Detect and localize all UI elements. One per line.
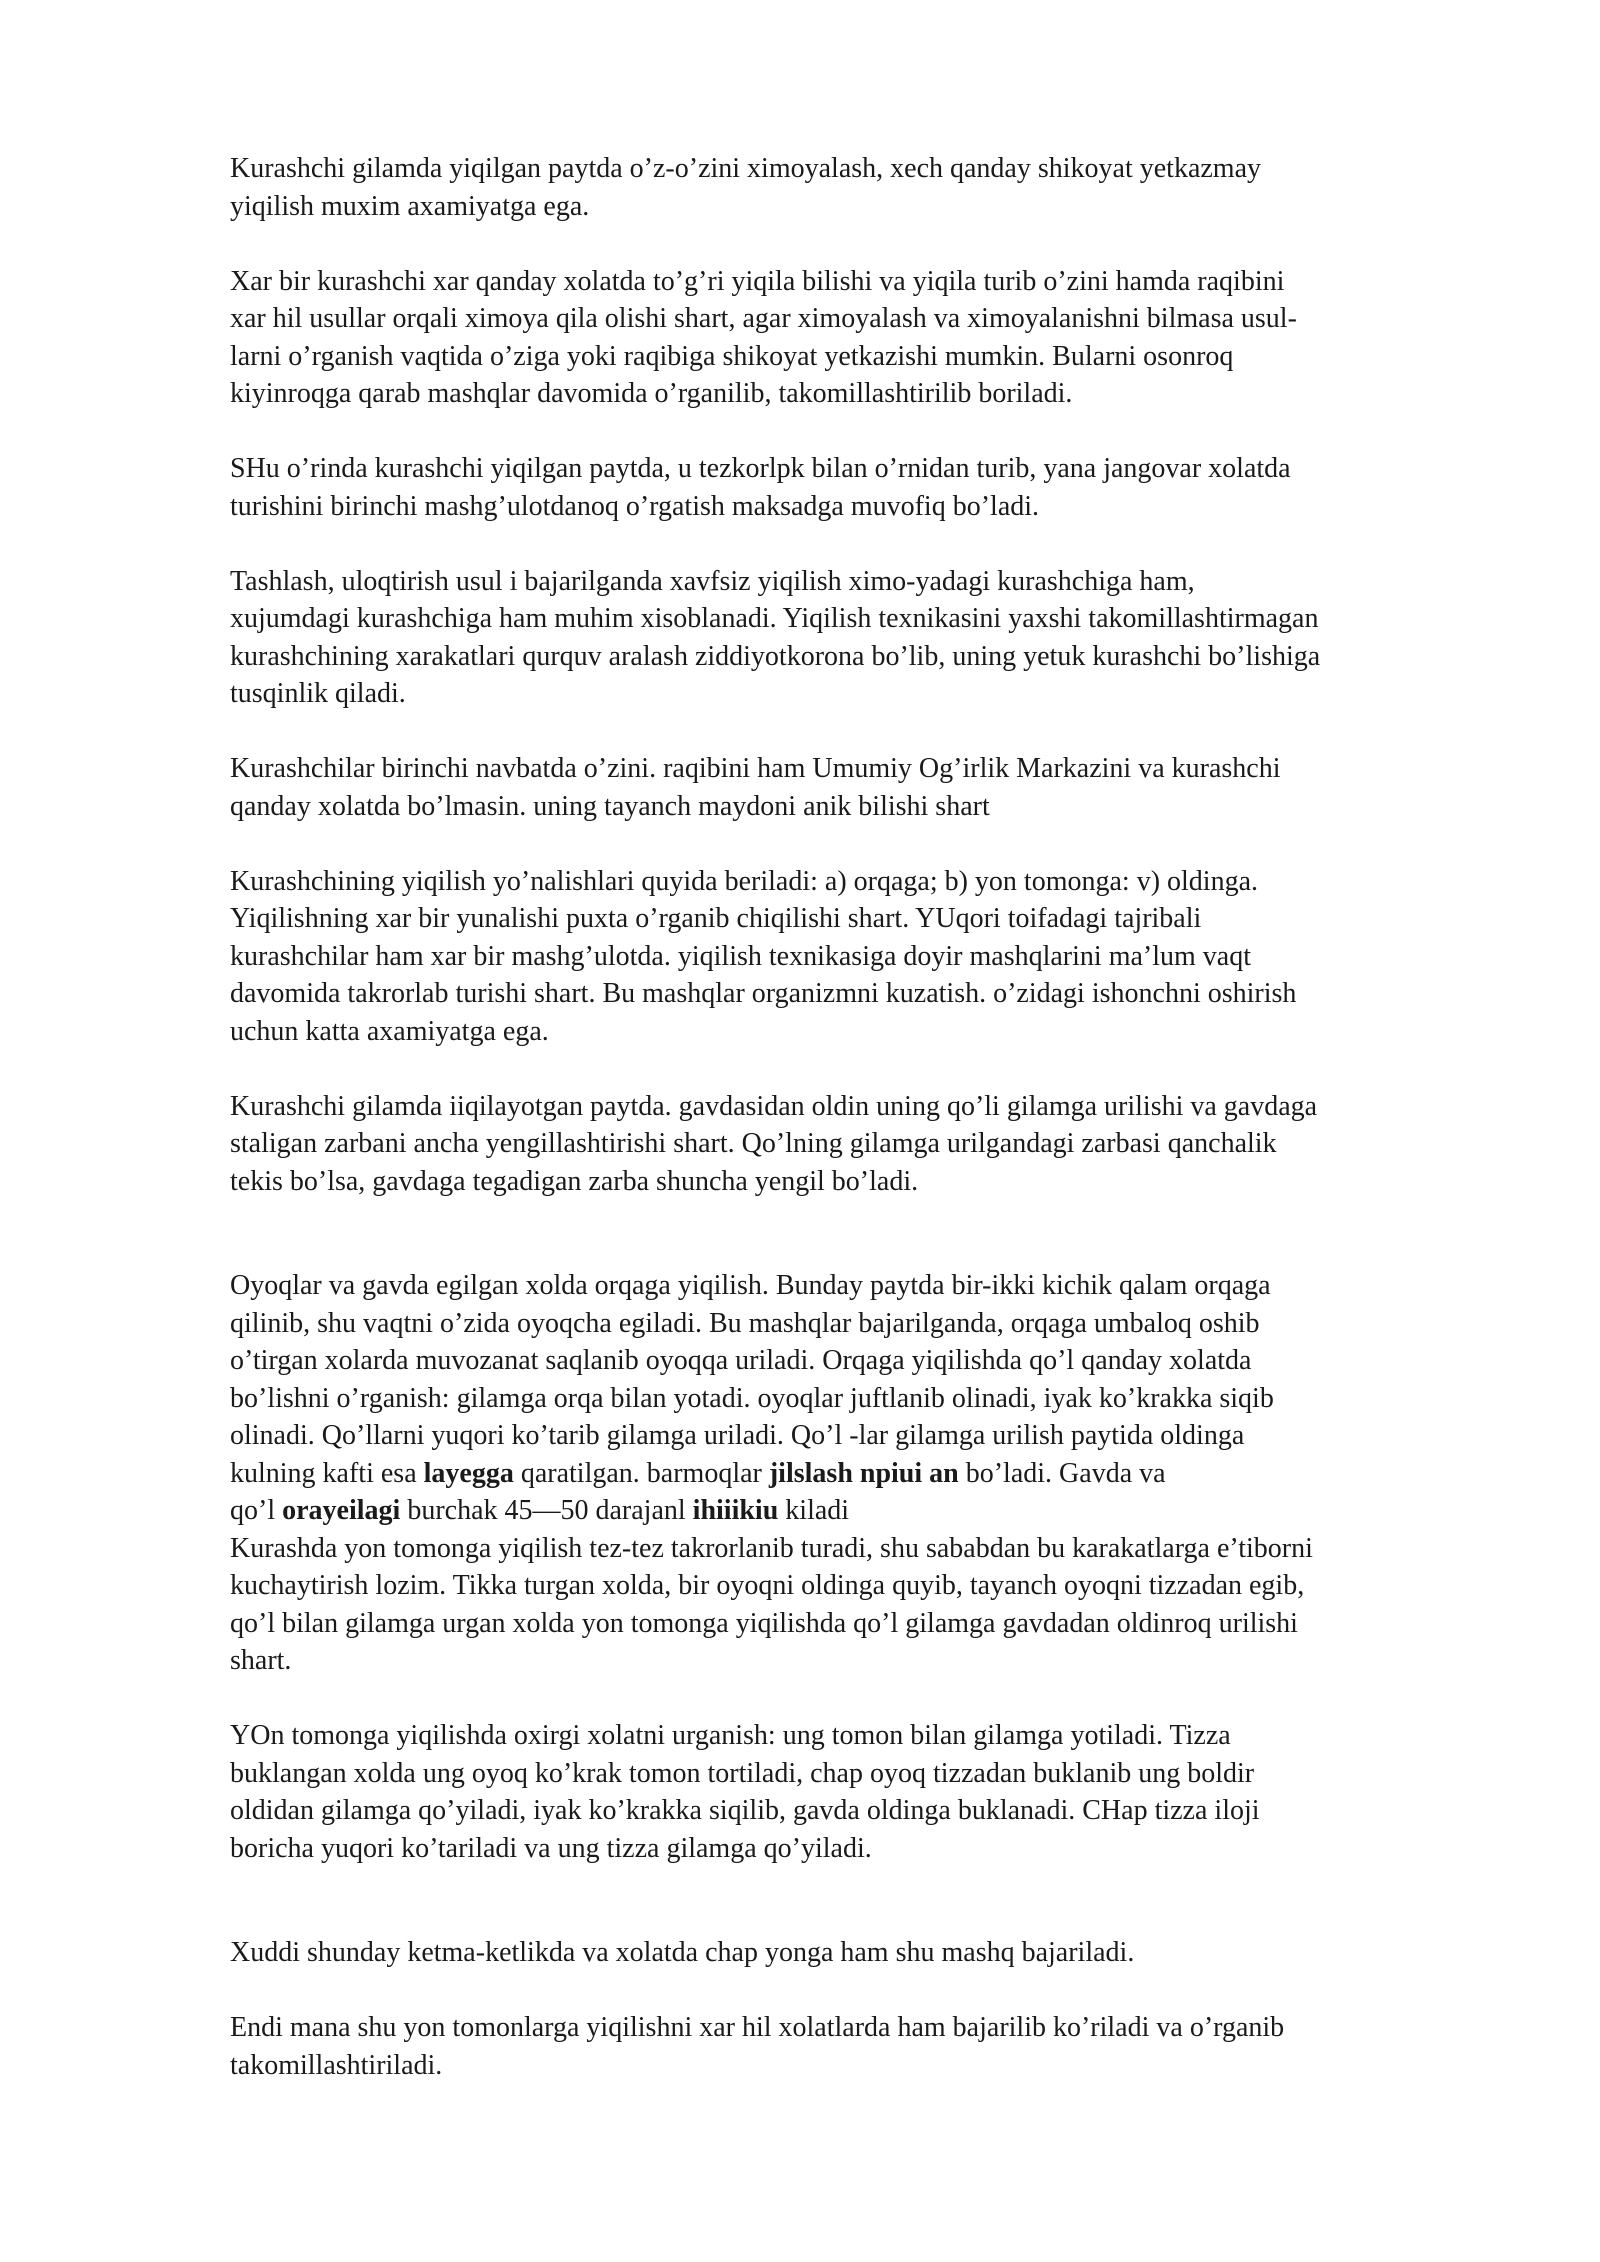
bold-run: jilslash npiui an (768, 1457, 959, 1489)
text-run: burchak 45—50 darajanl (400, 1495, 693, 1526)
text-line: buklangan xolda ung oyoq ko’krak tomon tortiladi, chap oyoq tizzadan buklanib ung boldir (230, 1757, 1255, 1789)
text-line: tusqinlik qiladi. (230, 678, 406, 709)
text-line: uchun katta axamiyatga ega. (230, 1015, 549, 1047)
text-line: shart. (230, 1645, 292, 1676)
text-line: o’tirgan xolarda muvozanat saqlanib oyoqqa uriladi. Orqaga yiqilishda qo’l qanday xolatda (230, 1345, 1252, 1376)
text-run: kulning kafti esa (230, 1457, 424, 1489)
paragraph-1 (230, 150, 1520, 225)
text-line: xujumdagi kurashchiga ham muhim xisoblanadi. Yiqilish texnikasini yaxshi takomillashtirmagan (230, 603, 1319, 634)
text-line: yiqilish muxim axamiyatga ega. (230, 190, 590, 222)
text-line: staligan zarbani ancha yengillashtirishi shart. Qo’lning gilamga urilgandagi zarbasi qanchalik (230, 1128, 1277, 1159)
text-line: Xar bir kurashchi xar qanday xolatda to’g’ri yiqila bilishi va yiqila turib o’zini hamda raqibini (230, 265, 1285, 297)
text-line: Tashlash, uloqtirish usul i bajarilganda xavfsiz yiqilish ximo-yadagi kurashchiga ham, (230, 565, 1195, 597)
paragraph-3 (230, 450, 1520, 525)
paragraph-4 (230, 563, 1520, 713)
text-line: xar hil usullar orqali ximoya qila olishi shart, agar ximoyalash va ximoyalanishni bilmasa usul- (230, 303, 1297, 334)
text-line: Kurashda yon tomonga yiqilish tez-tez takrorlanib turadi, shu sababdan bu karakatlarga e’tiborni (230, 1532, 1313, 1564)
text-line: larni o’rganish vaqtida o’ziga yoki raqibiga shikoyat yetkazishi mumkin. Bularni osonroq (230, 340, 1234, 372)
text-line: kiyinroqga qarab mashqlar davomida o’rganilib, takomillashtirilib boriladi. (230, 378, 1073, 409)
text-line: davomida takrorlab turishi shart. Bu mashqlar organizmni kuzatish. o’zidagi ishonchni oshirish (230, 978, 1297, 1009)
text-run: bo’ladi. Gavda va (958, 1457, 1166, 1489)
paragraph-10 (230, 1934, 1520, 1972)
text-line: qilinib, shu vaqtni o’zida oyoqcha egiladi. Bu mashqlar bajarilganda, orqaga umbaloq oshib (230, 1307, 1260, 1339)
bold-run: ihiiikiu (692, 1495, 779, 1526)
text-line: olinadi. Qo’llarni yuqori ko’tarib gilamga uriladi. Qo’l -lar gilamga urilish paytida oldinga (230, 1420, 1245, 1451)
text-line: kurashchilar ham xar bir mashg’ulotda. yiqilish texnikasiga doyir mashqlarini ma’lum vaqt (230, 940, 1251, 972)
text-line-mixed (230, 1455, 1520, 1493)
text-line: oldidan gilamga qo’yiladi, iyak ko’krakka siqilib, gavda oldinga buklanadi. CHap tizza iloji (230, 1795, 1260, 1826)
text-line: Xuddi shunday ketma-ketlikda va xolatda chap yonga ham shu mashq bajariladi. (230, 1937, 1135, 1968)
text-line: Kurashchi gilamda yiqilgan paytda o’z-o’zini ximoyalash, xech qanday shikoyat yetkazmay (230, 153, 1262, 184)
text-run: qo’l (230, 1495, 283, 1526)
paragraph-8 (230, 1267, 1520, 1680)
text-line-mixed (230, 1492, 1520, 1530)
paragraph-7 (230, 1088, 1520, 1201)
text-line: Kurashchi gilamda iiqilayotgan paytda. gavdasidan oldin uning qo’li gilamga urilishi va gavdaga (230, 1090, 1318, 1122)
bold-run: orayeilagi (282, 1495, 401, 1526)
text-line: turishini birinchi mashg’ulotdanoq o’rgatish maksadga muvofiq bo’ladi. (230, 490, 1040, 522)
paragraph-5 (230, 750, 1520, 825)
bold-run: layegga (423, 1457, 514, 1489)
text-run: kiladi (778, 1495, 850, 1526)
text-line: tekis bo’lsa, gavdaga tegadigan zarba shuncha yengil bo’ladi. (230, 1165, 919, 1197)
text-line: Endi mana shu yon tomonlarga yiqilishni xar hil xolatlarda ham bajarilib ko’riladi va o’rganib (230, 2012, 1285, 2043)
text-line: YOn tomonga yiqilishda oxirgi xolatni urganish: ung tomon bilan gilamga yotiladi. Tizza (230, 1720, 1231, 1751)
paragraph-6 (230, 863, 1520, 1051)
text-line: kurashchining xarakatlari qurquv aralash ziddiyotkorona bo’lib, uning yetuk kurashchi bo’lishiga (230, 640, 1321, 672)
paragraph-9 (230, 1717, 1520, 1867)
text-run: qaratilgan. barmoqlar (513, 1457, 769, 1489)
text-line: qo’l bilan gilamga urgan xolda yon tomonga yiqilishda qo’l gilamga gavdadan oldinroq urilishi (230, 1607, 1298, 1639)
text-line: Kurashchining yiqilish yo’nalishlari quyida beriladi: a) orqaga; b) yon tomonga: v) oldinga. (230, 865, 1259, 897)
text-line: Yiqilishning xar bir yunalishi puxta o’rganib chiqilishi shart. YUqori toifadagi tajribali (230, 903, 1202, 934)
text-line: qanday xolatda bo’lmasin. uning tayanch maydoni anik bilishi shart (230, 790, 990, 822)
text-line: SHu o’rinda kurashchi yiqilgan paytda, u tezkorlpk bilan o’rnidan turib, yana jangovar xolatda (230, 453, 1291, 484)
paragraph-11 (230, 2009, 1520, 2084)
text-line: kuchaytirish lozim. Tikka turgan xolda, bir oyoqni oldinga quyib, tayanch oyoqni tizzadan egib, (230, 1570, 1305, 1601)
text-line: boricha yuqori ko’tariladi va ung tizza gilamga qo’yiladi. (230, 1832, 872, 1864)
paragraph-2 (230, 263, 1520, 413)
document-page (230, 150, 1520, 2084)
text-line: takomillashtiriladi. (230, 2049, 443, 2081)
text-line: Oyoqlar va gavda egilgan xolda orqaga yiqilish. Bunday paytda bir-ikki kichik qalam orqaga (230, 1270, 1271, 1301)
text-line: bo’lishni o’rganish: gilamga orqa bilan yotadi. oyoqlar juftlanib olinadi, iyak ko’krakka siqib (230, 1382, 1274, 1414)
text-line: Kurashchilar birinchi navbatda o’zini. raqibini ham Umumiy Og’irlik Markazini va kurashchi (230, 753, 1281, 784)
